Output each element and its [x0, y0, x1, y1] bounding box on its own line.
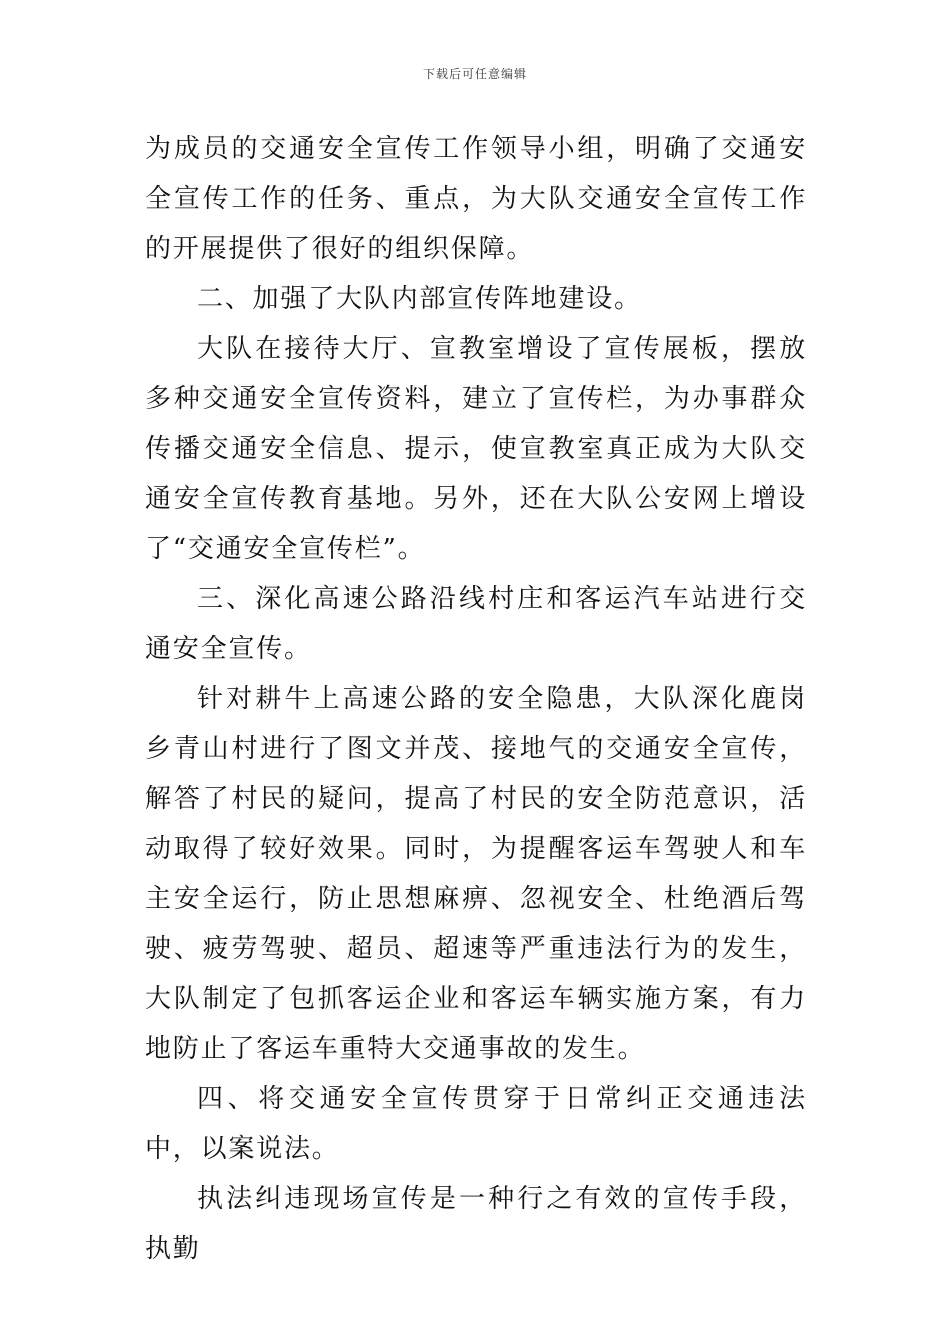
- page-header: 下载后可任意编辑: [422, 67, 527, 81]
- paragraph-7: 执法纠违现场宣传是一种行之有效的宣传手段，执勤: [145, 1184, 807, 1264]
- paragraph-3: 大队在接待大厅、宣教室增设了宣传展板，摆放多种交通安全宣传资料，建立了宣传栏，为办事群众传播交通安全信息、提示，使宣教室真正成为大队交通安全宣传教育基地。另外，还在大队公安网上增设了“交通安全宣传栏”。: [145, 334, 807, 564]
- paragraph-2-heading: 二、加强了大队内部宣传阵地建设。: [197, 284, 642, 314]
- paragraph-4-heading: 三、深化高速公路沿线村庄和客运汽车站进行交通安全宣传。: [145, 584, 807, 664]
- paragraph-5: 针对耕牛上高速公路的安全隐患，大队深化鹿岗乡青山村进行了图文并茂、接地气的交通安全宣传，解答了村民的疑问，提高了村民的安全防范意识，活动取得了较好效果。同时，为提醒客运车驾驶人和车主安全运行，防止思想麻痹、忽视安全、杜绝酒后驾驶、疲劳驾驶、超员、超速等严重违法行为的发生，大队制定了包抓客运企业和客运车辆实施方案，有力地防止了客运车重特大交通事故的发生。: [145, 684, 807, 1064]
- document-body: [145, 124, 807, 1274]
- paragraph-6-heading: 四、将交通安全宣传贯穿于日常纠正交通违法中，以案说法。: [145, 1084, 807, 1164]
- paragraph-1: 为成员的交通安全宣传工作领导小组，明确了交通安全宣传工作的任务、重点，为大队交通安全宣传工作的开展提供了很好的组织保障。: [145, 134, 807, 264]
